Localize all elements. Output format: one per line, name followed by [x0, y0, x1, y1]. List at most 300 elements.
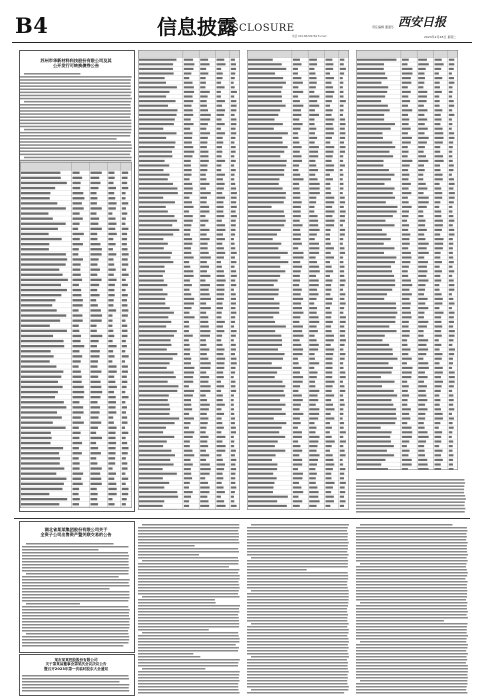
table-cell: [90, 462, 97, 464]
table-cell: [184, 491, 193, 493]
table-cell: [435, 59, 442, 61]
table-cell: [309, 422, 314, 424]
table-cell: [248, 206, 272, 208]
table-cell: [139, 82, 166, 84]
table-cell: [231, 454, 235, 456]
table-cell: [449, 381, 455, 383]
table-cell: [217, 385, 225, 387]
table-cell: [139, 427, 166, 429]
table-cell: [340, 362, 343, 364]
text-line: [247, 575, 348, 577]
table-cell: [122, 355, 129, 357]
table-cell: [217, 91, 221, 93]
text-line: [142, 560, 239, 562]
table-cell: [309, 298, 316, 300]
table-cell: [200, 72, 208, 74]
table-cell: [309, 187, 319, 189]
text-line: [138, 575, 240, 577]
table-cell: [108, 381, 115, 383]
table-cell: [418, 362, 428, 364]
table-cell: [122, 360, 125, 362]
table-cell: [402, 307, 410, 309]
table-cell: [326, 385, 333, 387]
table-cell: [90, 187, 98, 189]
table-cell: [122, 335, 128, 337]
table-cell: [357, 95, 385, 97]
table-cell: [293, 477, 303, 479]
table-cell: [21, 314, 66, 316]
text-line: [247, 530, 347, 532]
table-cell: [402, 82, 412, 84]
table-cell: [293, 381, 303, 383]
table-cell: [357, 399, 391, 401]
table-cell: [200, 431, 206, 433]
table-cell: [402, 422, 407, 424]
table-cell: [418, 367, 429, 369]
table-cell: [340, 445, 344, 447]
table-cell: [21, 233, 49, 235]
table-cell: [248, 459, 272, 461]
table-cell: [449, 197, 455, 199]
table-cell: [108, 421, 114, 423]
table-cell: [418, 123, 425, 125]
table-cell: [231, 431, 236, 433]
table-cell: [231, 233, 235, 235]
table-cell: [231, 335, 236, 337]
table-cell: [418, 321, 428, 323]
table-cell: [449, 224, 453, 226]
table-cell: [200, 325, 209, 327]
table-cell: [21, 401, 64, 403]
table-cell: [217, 132, 226, 134]
text-line: [356, 551, 467, 553]
table-cell: [108, 370, 116, 372]
text-line: [22, 681, 119, 683]
table-cell: [326, 266, 332, 268]
table-cell: [184, 376, 193, 378]
table-cell: [200, 477, 205, 479]
text-line: [247, 527, 348, 529]
table-cell: [184, 436, 193, 438]
text-line: [138, 641, 239, 643]
table-cell: [184, 114, 193, 116]
table-cell: [108, 319, 112, 321]
text-line: [356, 479, 464, 481]
table-cell: [217, 105, 223, 107]
table-cell: [184, 325, 189, 327]
table-cell: [231, 325, 234, 327]
table-cell: [248, 450, 285, 452]
table-cell: [357, 450, 387, 452]
table-cell: [108, 483, 116, 485]
table-cell: [139, 394, 169, 396]
text-line: [20, 89, 131, 91]
table-cell: [200, 192, 211, 194]
table-cell: [73, 294, 82, 296]
table-cell: [435, 344, 442, 346]
table-cell: [326, 197, 335, 199]
table-cell: [231, 367, 236, 369]
table-cell: [231, 450, 236, 452]
table-cell: [108, 437, 115, 439]
table-cell: [435, 431, 443, 433]
table-cell: [435, 63, 444, 65]
table-cell: [402, 394, 409, 396]
table-cell: [340, 298, 345, 300]
table-cell: [402, 293, 412, 295]
table-cell: [248, 509, 273, 510]
table-cell: [309, 505, 316, 507]
table-cell: [326, 427, 332, 429]
table-cell: [108, 493, 116, 495]
table-cell: [217, 312, 222, 314]
table-cell: [139, 63, 173, 65]
table-cell: [139, 459, 170, 461]
table-cell: [108, 202, 116, 204]
table-cell: [248, 279, 278, 281]
table-cell: [139, 404, 169, 406]
table-cell: [108, 462, 115, 464]
text-line: [138, 656, 200, 658]
table-cell: [21, 457, 60, 459]
table-cell: [139, 316, 168, 318]
table-cell: [340, 427, 344, 429]
table-cell: [309, 371, 317, 373]
table-cell: [139, 454, 175, 456]
table-cell: [340, 63, 344, 65]
table-cell: [139, 233, 173, 235]
table-cell: [309, 482, 316, 484]
text-line: [247, 671, 349, 673]
table-cell: [418, 279, 428, 281]
table-cell: [449, 109, 452, 111]
table-cell: [402, 413, 409, 415]
table-cell: [418, 408, 427, 410]
table-cell: [293, 436, 302, 438]
text-line: [22, 546, 128, 548]
table-cell: [217, 353, 224, 355]
table-cell: [357, 289, 392, 291]
table-cell: [326, 293, 331, 295]
table-cell: [326, 187, 331, 189]
table-cell: [200, 339, 206, 341]
table-cell: [108, 263, 114, 265]
table-cell: [248, 344, 282, 346]
table-cell: [90, 416, 98, 418]
table-cell: [122, 503, 126, 505]
table-cell: [293, 178, 304, 180]
text-line: [247, 605, 348, 607]
table-cell: [340, 174, 344, 176]
table-cell: [340, 482, 346, 484]
table-cell: [293, 201, 302, 203]
table-cell: [184, 233, 190, 235]
table-cell: [231, 215, 237, 217]
table-cell: [449, 151, 452, 153]
table-cell: [90, 381, 100, 383]
table-cell: [108, 401, 116, 403]
table-cell: [402, 183, 411, 185]
table-cell: [73, 396, 84, 398]
text-line: [356, 692, 467, 694]
table-cell: [200, 454, 209, 456]
table-cell: [326, 238, 331, 240]
table-cell: [418, 344, 426, 346]
table-cell: [21, 243, 49, 245]
table-cell: [73, 330, 80, 332]
table-cell: [90, 284, 99, 286]
table-cell: [248, 72, 275, 74]
text-line: [138, 566, 229, 568]
text-line: [356, 599, 466, 601]
table-cell: [418, 174, 423, 176]
table-cell: [200, 362, 211, 364]
table-cell: [309, 445, 317, 447]
table-cell: [418, 169, 425, 171]
table-cell: [402, 385, 409, 387]
table-cell: [139, 413, 170, 415]
table-cell: [248, 252, 288, 254]
table-cell: [435, 220, 443, 222]
table-cell: [435, 348, 440, 350]
table-cell: [217, 77, 223, 79]
table-cell: [200, 275, 210, 277]
table-cell: [73, 447, 79, 449]
table-cell: [122, 467, 128, 469]
table-cell: [293, 72, 298, 74]
table-cell: [309, 450, 316, 452]
text-line: [247, 572, 348, 574]
table-cell: [21, 309, 57, 311]
table-cell: [73, 248, 79, 250]
table-cell: [248, 261, 288, 263]
table-cell: [248, 486, 274, 488]
table-cell: [231, 261, 237, 263]
table-cell: [108, 503, 114, 505]
table-cell: [449, 344, 453, 346]
table-header: [21, 163, 132, 171]
text-line: [356, 545, 467, 547]
table-cell: [90, 233, 97, 235]
text-line: [360, 680, 467, 682]
table-cell: [326, 155, 333, 157]
table-cell: [139, 505, 163, 507]
table-cell: [139, 362, 170, 364]
table-cell: [122, 243, 127, 245]
text-line: [24, 101, 131, 103]
table-cell: [108, 365, 116, 367]
table-cell: [357, 445, 394, 447]
table-cell: [248, 381, 283, 383]
table-cell: [293, 256, 304, 258]
table-cell: [293, 482, 299, 484]
table-cell: [435, 183, 440, 185]
table-cell: [139, 169, 163, 171]
table-cell: [73, 207, 84, 209]
table-cell: [309, 82, 317, 84]
table-cell: [340, 325, 344, 327]
table-cell: [217, 330, 225, 332]
table-cell: [326, 105, 331, 107]
table-cell: [200, 381, 208, 383]
table-cell: [357, 114, 384, 116]
table-cell: [418, 261, 428, 263]
table-cell: [139, 192, 178, 194]
table-cell: [73, 391, 85, 393]
table-cell: [309, 128, 316, 130]
table-cell: [340, 390, 345, 392]
table-cell: [309, 394, 317, 396]
table-cell: [122, 483, 126, 485]
table-cell: [108, 192, 114, 194]
table-cell: [418, 266, 427, 268]
table-cell: [200, 459, 206, 461]
table-cell: [357, 431, 392, 433]
table-cell: [231, 224, 236, 226]
table-cell: [293, 261, 300, 263]
table-cell: [184, 100, 193, 102]
table-cell: [357, 385, 382, 387]
table-cell: [21, 370, 63, 372]
table-cell: [139, 399, 168, 401]
table-cell: [309, 404, 316, 406]
table-cell: [293, 321, 299, 323]
text-line: [356, 629, 467, 631]
table-cell: [449, 376, 455, 378]
table-cell: [340, 321, 346, 323]
table-header: [139, 51, 240, 58]
table-cell: [21, 294, 61, 296]
table-cell: [139, 491, 177, 493]
table-cell: [200, 155, 208, 157]
text-line: [356, 620, 444, 622]
text-line: [22, 591, 129, 593]
table-cell: [449, 183, 455, 185]
table-cell: [449, 312, 455, 314]
table-cell: [122, 406, 127, 408]
text-line: [22, 618, 130, 620]
table-cell: [449, 266, 453, 268]
table-cell: [231, 192, 237, 194]
table-cell: [184, 174, 192, 176]
table-cell: [340, 284, 345, 286]
table-cell: [73, 365, 79, 367]
table-cell: [309, 109, 315, 111]
table-cell: [108, 325, 112, 327]
table-cell: [309, 123, 314, 125]
table-cell: [309, 275, 316, 277]
table-cell: [340, 247, 345, 249]
table-cell: [248, 316, 273, 318]
table-cell: [139, 266, 164, 268]
table-cell: [184, 353, 190, 355]
table-cell: [73, 493, 79, 495]
table-cell: [293, 164, 299, 166]
table-cell: [122, 350, 126, 352]
text-line: [356, 626, 467, 628]
table-cell: [326, 77, 334, 79]
table-cell: [326, 100, 332, 102]
table-cell: [122, 462, 128, 464]
table-cell: [231, 289, 234, 291]
text-line: [247, 677, 348, 679]
table-cell: [139, 72, 174, 74]
table-cell: [293, 491, 303, 493]
table-cell: [435, 201, 441, 203]
table-cell: [231, 422, 235, 424]
table-cell: [309, 174, 315, 176]
table-cell: [309, 330, 318, 332]
table-cell: [326, 454, 333, 456]
table-cell: [449, 298, 454, 300]
table-cell: [357, 141, 392, 143]
table-cell: [184, 178, 190, 180]
table-cell: [217, 243, 223, 245]
table-cell: [90, 212, 96, 214]
table-cell: [231, 459, 236, 461]
table-cell: [90, 228, 101, 230]
table-cell: [402, 454, 409, 456]
table-cell: [184, 422, 191, 424]
table-cell: [449, 454, 454, 456]
table-cell: [217, 118, 222, 120]
text-line: [247, 548, 348, 550]
table-cell: [309, 339, 316, 341]
table-cell: [418, 335, 423, 337]
table-cell: [402, 275, 408, 277]
table-cell: [217, 114, 225, 116]
table-cell: [231, 164, 234, 166]
table-cell: [217, 247, 224, 249]
table-cell: [108, 279, 116, 281]
table-cell: [108, 238, 113, 240]
table-cell: [108, 330, 113, 332]
table-cell: [184, 505, 189, 507]
table-cell: [326, 477, 332, 479]
table-cell: [231, 210, 236, 212]
text-line: [138, 617, 239, 619]
table-cell: [402, 174, 410, 176]
table-cell: [248, 482, 274, 484]
table-cell: [293, 496, 299, 498]
table-cell: [248, 210, 284, 212]
table-cell: [418, 381, 424, 383]
table-cell: [340, 307, 344, 309]
table-cell: [231, 82, 234, 84]
text-line: [138, 653, 193, 655]
table-cell: [231, 417, 235, 419]
table-cell: [309, 178, 317, 180]
text-line: [22, 621, 129, 623]
table-cell: [435, 390, 441, 392]
table-cell: [200, 417, 208, 419]
table-cell: [402, 233, 410, 235]
table-cell: [200, 371, 206, 373]
table-cell: [418, 422, 424, 424]
table-cell: [73, 304, 83, 306]
table-cell: [90, 192, 96, 194]
table-cell: [340, 454, 346, 456]
table-cell: [449, 468, 454, 470]
table-cell: [73, 427, 79, 429]
table-cell: [200, 463, 210, 465]
table-cell: [402, 137, 412, 139]
text-line: [247, 587, 348, 589]
table-cell: [200, 358, 208, 360]
table-cell: [435, 132, 444, 134]
table-cell: [340, 279, 346, 281]
section-title-english: DISCLOSURE: [219, 23, 295, 34]
